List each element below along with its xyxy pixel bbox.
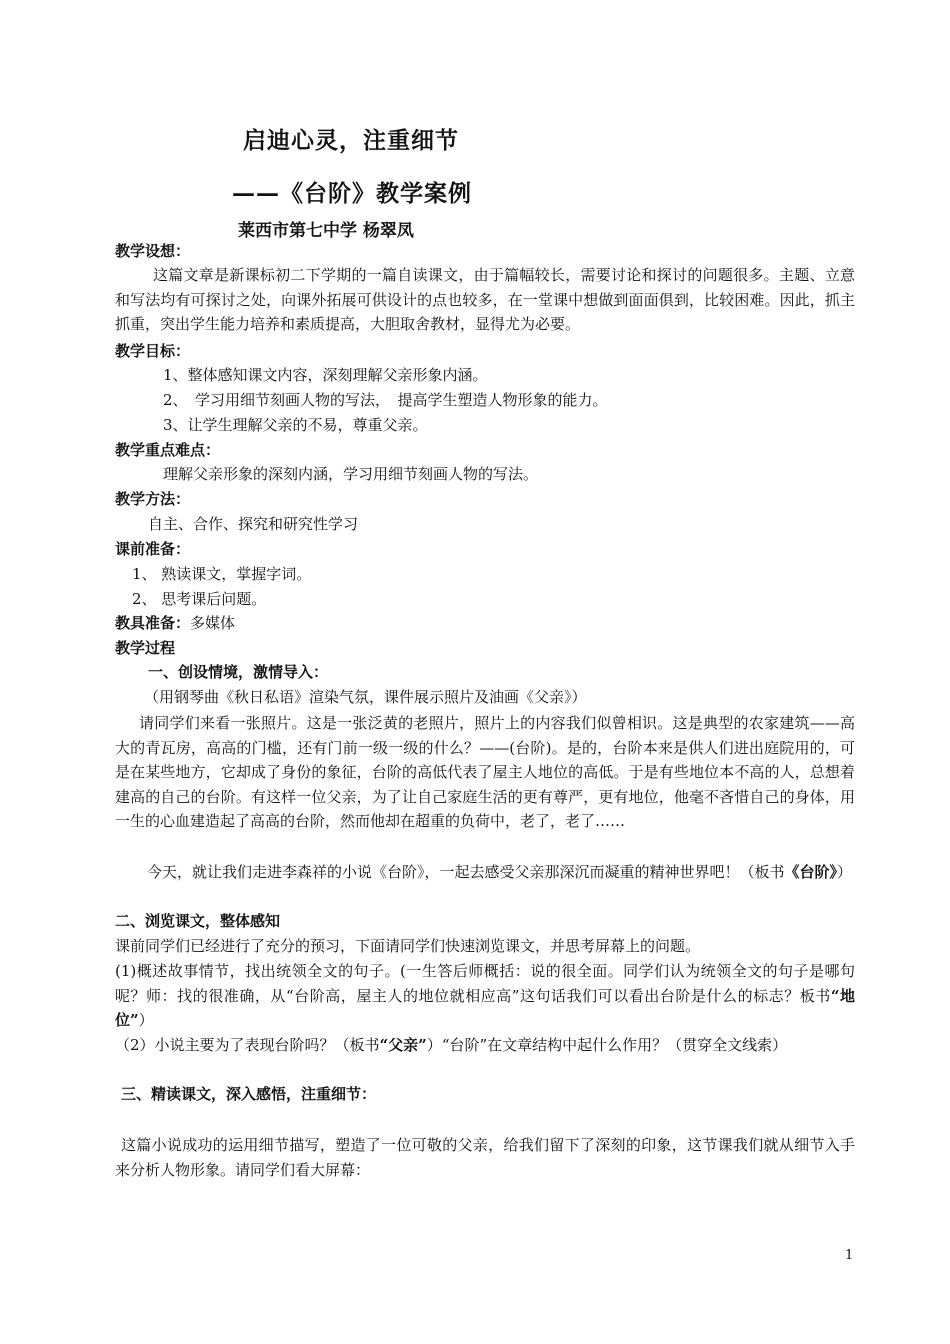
goals-heading: 教学目标： — [115, 342, 191, 360]
board-diwei: “地位” — [115, 986, 855, 1029]
step3-text: 这篇小说成功的运用细节描写，塑造了一位可敬的父亲，给我们留下了深刻的印象，这节课我们就从细节入手来分析人物形象。请同学们看大屏幕： — [115, 1136, 855, 1179]
author: 莱西市第七中学 杨翠凤 — [238, 221, 414, 241]
step1-para2-text: 今天，就让我们走进李森祥的小说《台阶》，一起去感受父亲那深沉而凝重的精神世界吧！（板书 — [147, 863, 785, 881]
step2-question-1 — [115, 959, 855, 1033]
q2-rest: ）“台阶”在文章结构中起什么作用？（贯穿全文线索） — [426, 1036, 788, 1054]
prep-heading: 课前准备： — [115, 540, 191, 558]
step2-heading: 二、浏览课文，整体感知 — [115, 912, 281, 930]
q1-close: ） — [138, 1011, 154, 1029]
q1-text: (1)概述故事情节，找出统领全文的句子。(一生答后师概括：说的很全面。同学们认为统领全文的句子是哪句呢？师：找的很准确，从“台阶高，屋主人的地位就相应高”这句话我们可以看出台阶是什么的标志？板书 — [115, 962, 855, 1005]
method-text: 自主、合作、探究和研究性学习 — [148, 515, 359, 533]
step1-heading: 一、创设情境，激情导入： — [148, 663, 329, 681]
board-fuqin: “父亲” — [379, 1036, 427, 1054]
step1-paragraph-2 — [115, 860, 855, 885]
step1-note: （用钢琴曲《秋日私语》渲染气氛，课件展示照片及油画《父亲》） — [144, 688, 587, 706]
design-heading: 教学设想： — [115, 242, 191, 260]
design-text: 这篇文章是新课标初二下学期的一篇自读课文，由于篇幅较长，需要讨论和探讨的问题很多。主题、立意和写法均有可探讨之处，向课外拓展可供设计的点也较多，在一堂课中想做到面面俱到，比较困难。因此，抓主抓重，突出学生能力培养和素质提高，大胆取舍教材，显得尤为必要。 — [115, 266, 855, 333]
goal-item: 2、 学习用细节刻画人物的写法， 提高学生塑造人物形象的能力。 — [163, 391, 608, 409]
page-number: 1 — [845, 1248, 854, 1263]
key-text: 理解父亲形象的深刻内涵，学习用细节刻画人物的写法。 — [163, 465, 539, 483]
goal-item: 1、整体感知课文内容，深刻理解父亲形象内涵。 — [163, 366, 488, 384]
step1-paragraph: 请同学们来看一张照片。这是一张泛黄的老照片，照片上的内容我们似曾相识。这是典型的农家建筑——高大的青瓦房，高高的门槛，还有门前一级一级的什么？——(台阶)。是的，台阶本来是供人们进出庭院用的，可是在某些地方，它却成了身份的象征，台阶的高低代表了屋主人地位的高低。于是有些地位本不高的人，总想着建高的自己的台阶。有这样一位父亲，为了让自己家庭生活的更有尊严，更有地位，他毫不吝惜自己的身体，用一生的心血建造起了高高的台阶，然而他却在超重的负荷中，老了，老了…… — [115, 714, 855, 830]
process-heading: 教学过程 — [115, 639, 176, 657]
step1-para2-close: ） — [837, 863, 853, 881]
tools-heading: 教具准备： — [115, 614, 191, 632]
q2-text: （2）小说主要为了表现台阶吗？（板书 — [115, 1036, 380, 1054]
prep-item: 2、 思考课后问题。 — [132, 590, 267, 608]
title-line2: ——《台阶》教学案例 — [232, 180, 472, 207]
tools-line — [115, 612, 235, 633]
tools-text: 多媒体 — [190, 614, 236, 632]
board-taijie: 《台阶》 — [784, 863, 838, 881]
method-heading: 教学方法： — [115, 490, 191, 508]
goal-item: 3、让学生理解父亲的不易，尊重父亲。 — [163, 416, 428, 434]
step2-intro: 课前同学们已经进行了充分的预习，下面请同学们快速浏览课文，并思考屏幕上的问题。 — [115, 937, 701, 955]
step3-heading: 三、精读课文，深入感悟，注重细节： — [121, 1085, 377, 1103]
key-heading: 教学重点难点： — [115, 441, 221, 459]
step2-question-2 — [115, 1033, 855, 1058]
title-line1: 启迪心灵，注重细节 — [243, 127, 459, 154]
prep-item: 1、 熟读课文，掌握字词。 — [132, 565, 312, 583]
